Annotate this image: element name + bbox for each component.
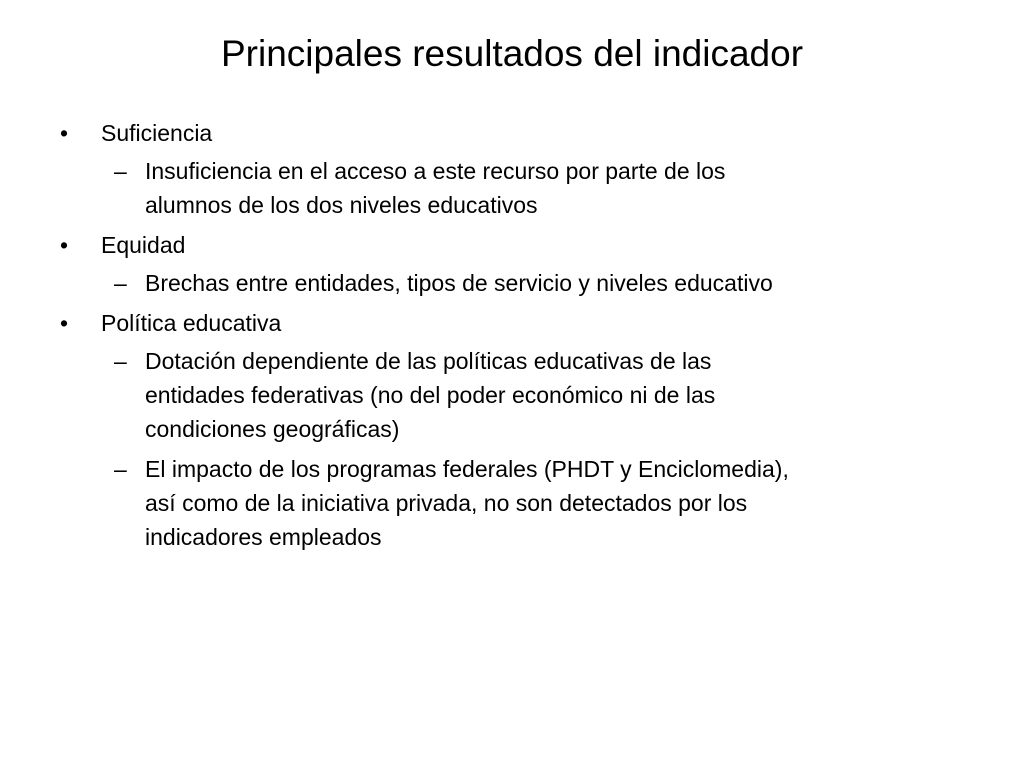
slide-title: Principales resultados del indicador	[220, 33, 804, 74]
bullet-politica-educativa	[60, 306, 960, 340]
dash-marker: –	[114, 158, 127, 184]
bullet-label: Equidad	[101, 232, 186, 258]
dash-marker: –	[114, 348, 127, 374]
bullet-marker: •	[60, 120, 69, 146]
dash-marker: –	[114, 270, 127, 296]
dash-marker: –	[114, 456, 127, 482]
sub-bullet-text: Dotación dependiente de las políticas educativas de las entidades federativas (no del poder económico ni de las condiciones geográficas)	[145, 348, 716, 442]
bullet-suficiencia	[60, 116, 960, 150]
bullet-list	[60, 116, 960, 560]
bullet-marker: •	[60, 310, 69, 336]
sub-bullet-text: El impacto de los programas federales (PHDT y Enciclomedia), así como de la iniciativa privada, no son detectados por los indicadores empleados	[145, 456, 789, 550]
sub-bullet	[114, 154, 960, 222]
bullet-marker: •	[60, 232, 69, 258]
bullet-label: Suficiencia	[101, 120, 213, 146]
bullet-equidad	[60, 228, 960, 262]
sub-bullet-text: Insuficiencia en el acceso a este recurso por parte de los alumnos de los dos niveles educativos	[145, 158, 726, 218]
sub-bullet-text: Brechas entre entidades, tipos de servicio y niveles educativo	[145, 270, 773, 296]
sub-bullet	[114, 266, 960, 300]
sub-bullet	[114, 452, 960, 554]
sub-bullet	[114, 344, 960, 446]
bullet-label: Política educativa	[101, 310, 282, 336]
